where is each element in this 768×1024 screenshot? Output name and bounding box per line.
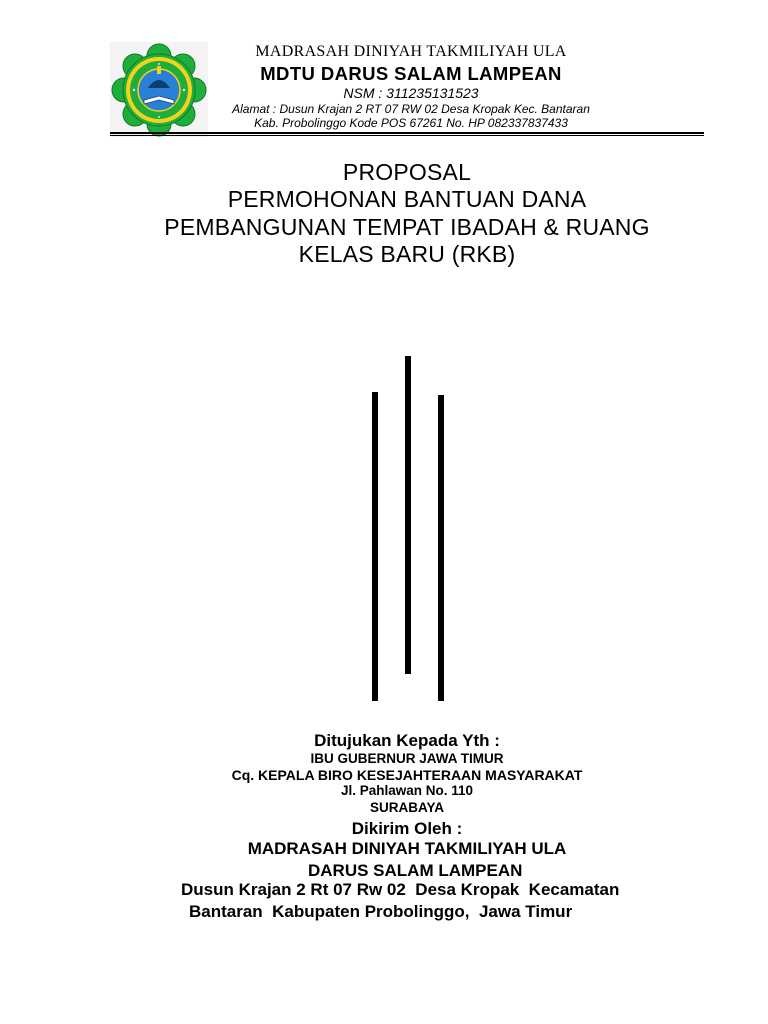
recipient-street: Jl. Pahlawan No. 110 [340,783,474,798]
header-divider-thin [110,135,704,136]
sender-line3: Dusun Krajan 2 Rt 07 Rw 02 Desa Kropak Kecamatan [181,880,620,899]
header-institution-name: MDTU DARUS SALAM LAMPEAN [260,63,562,84]
madrasah-logo [110,42,208,137]
sender-line4: Bantaran Kabupaten Probolinggo, Jawa Timur [189,902,573,921]
sender-heading: Dikirim Oleh : [351,819,463,838]
recipient-heading: Ditujukan Kepada Yth : [314,731,500,750]
proposal-subtitle-line2: PEMBANGUNAN TEMPAT IBADAH & RUANG [164,214,650,240]
header-divider-thick [110,132,704,134]
sender-line1: MADRASAH DINIYAH TAKMILIYAH ULA [247,839,567,858]
sender-line2: DARUS SALAM LAMPEAN [308,861,523,880]
recipient-name: IBU GUBERNUR JAWA TIMUR [310,751,504,766]
decorative-bar-right [438,395,444,701]
recipient-city: SURABAYA [369,800,445,815]
proposal-title: PROPOSAL [342,159,472,185]
proposal-subtitle-line3: KELAS BARU (RKB) [298,241,516,267]
header-address-line1: Alamat : Dusun Krajan 2 RT 07 RW 02 Desa Kropak Kec. Bantaran [232,102,590,116]
header-institution-type: MADRASAH DINIYAH TAKMILIYAH ULA [255,43,567,60]
header-nsm: NSM : 311235131523 [343,85,479,101]
decorative-bar-center [405,356,411,674]
proposal-subtitle-line1: PERMOHONAN BANTUAN DANA [227,186,587,212]
recipient-cq: Cq. KEPALA BIRO KESEJAHTERAAN MASYARAKAT [231,767,583,783]
header-address-line2: Kab. Probolinggo Kode POS 67261 No. HP 082337837433 [254,116,568,130]
decorative-bar-left [372,392,378,701]
